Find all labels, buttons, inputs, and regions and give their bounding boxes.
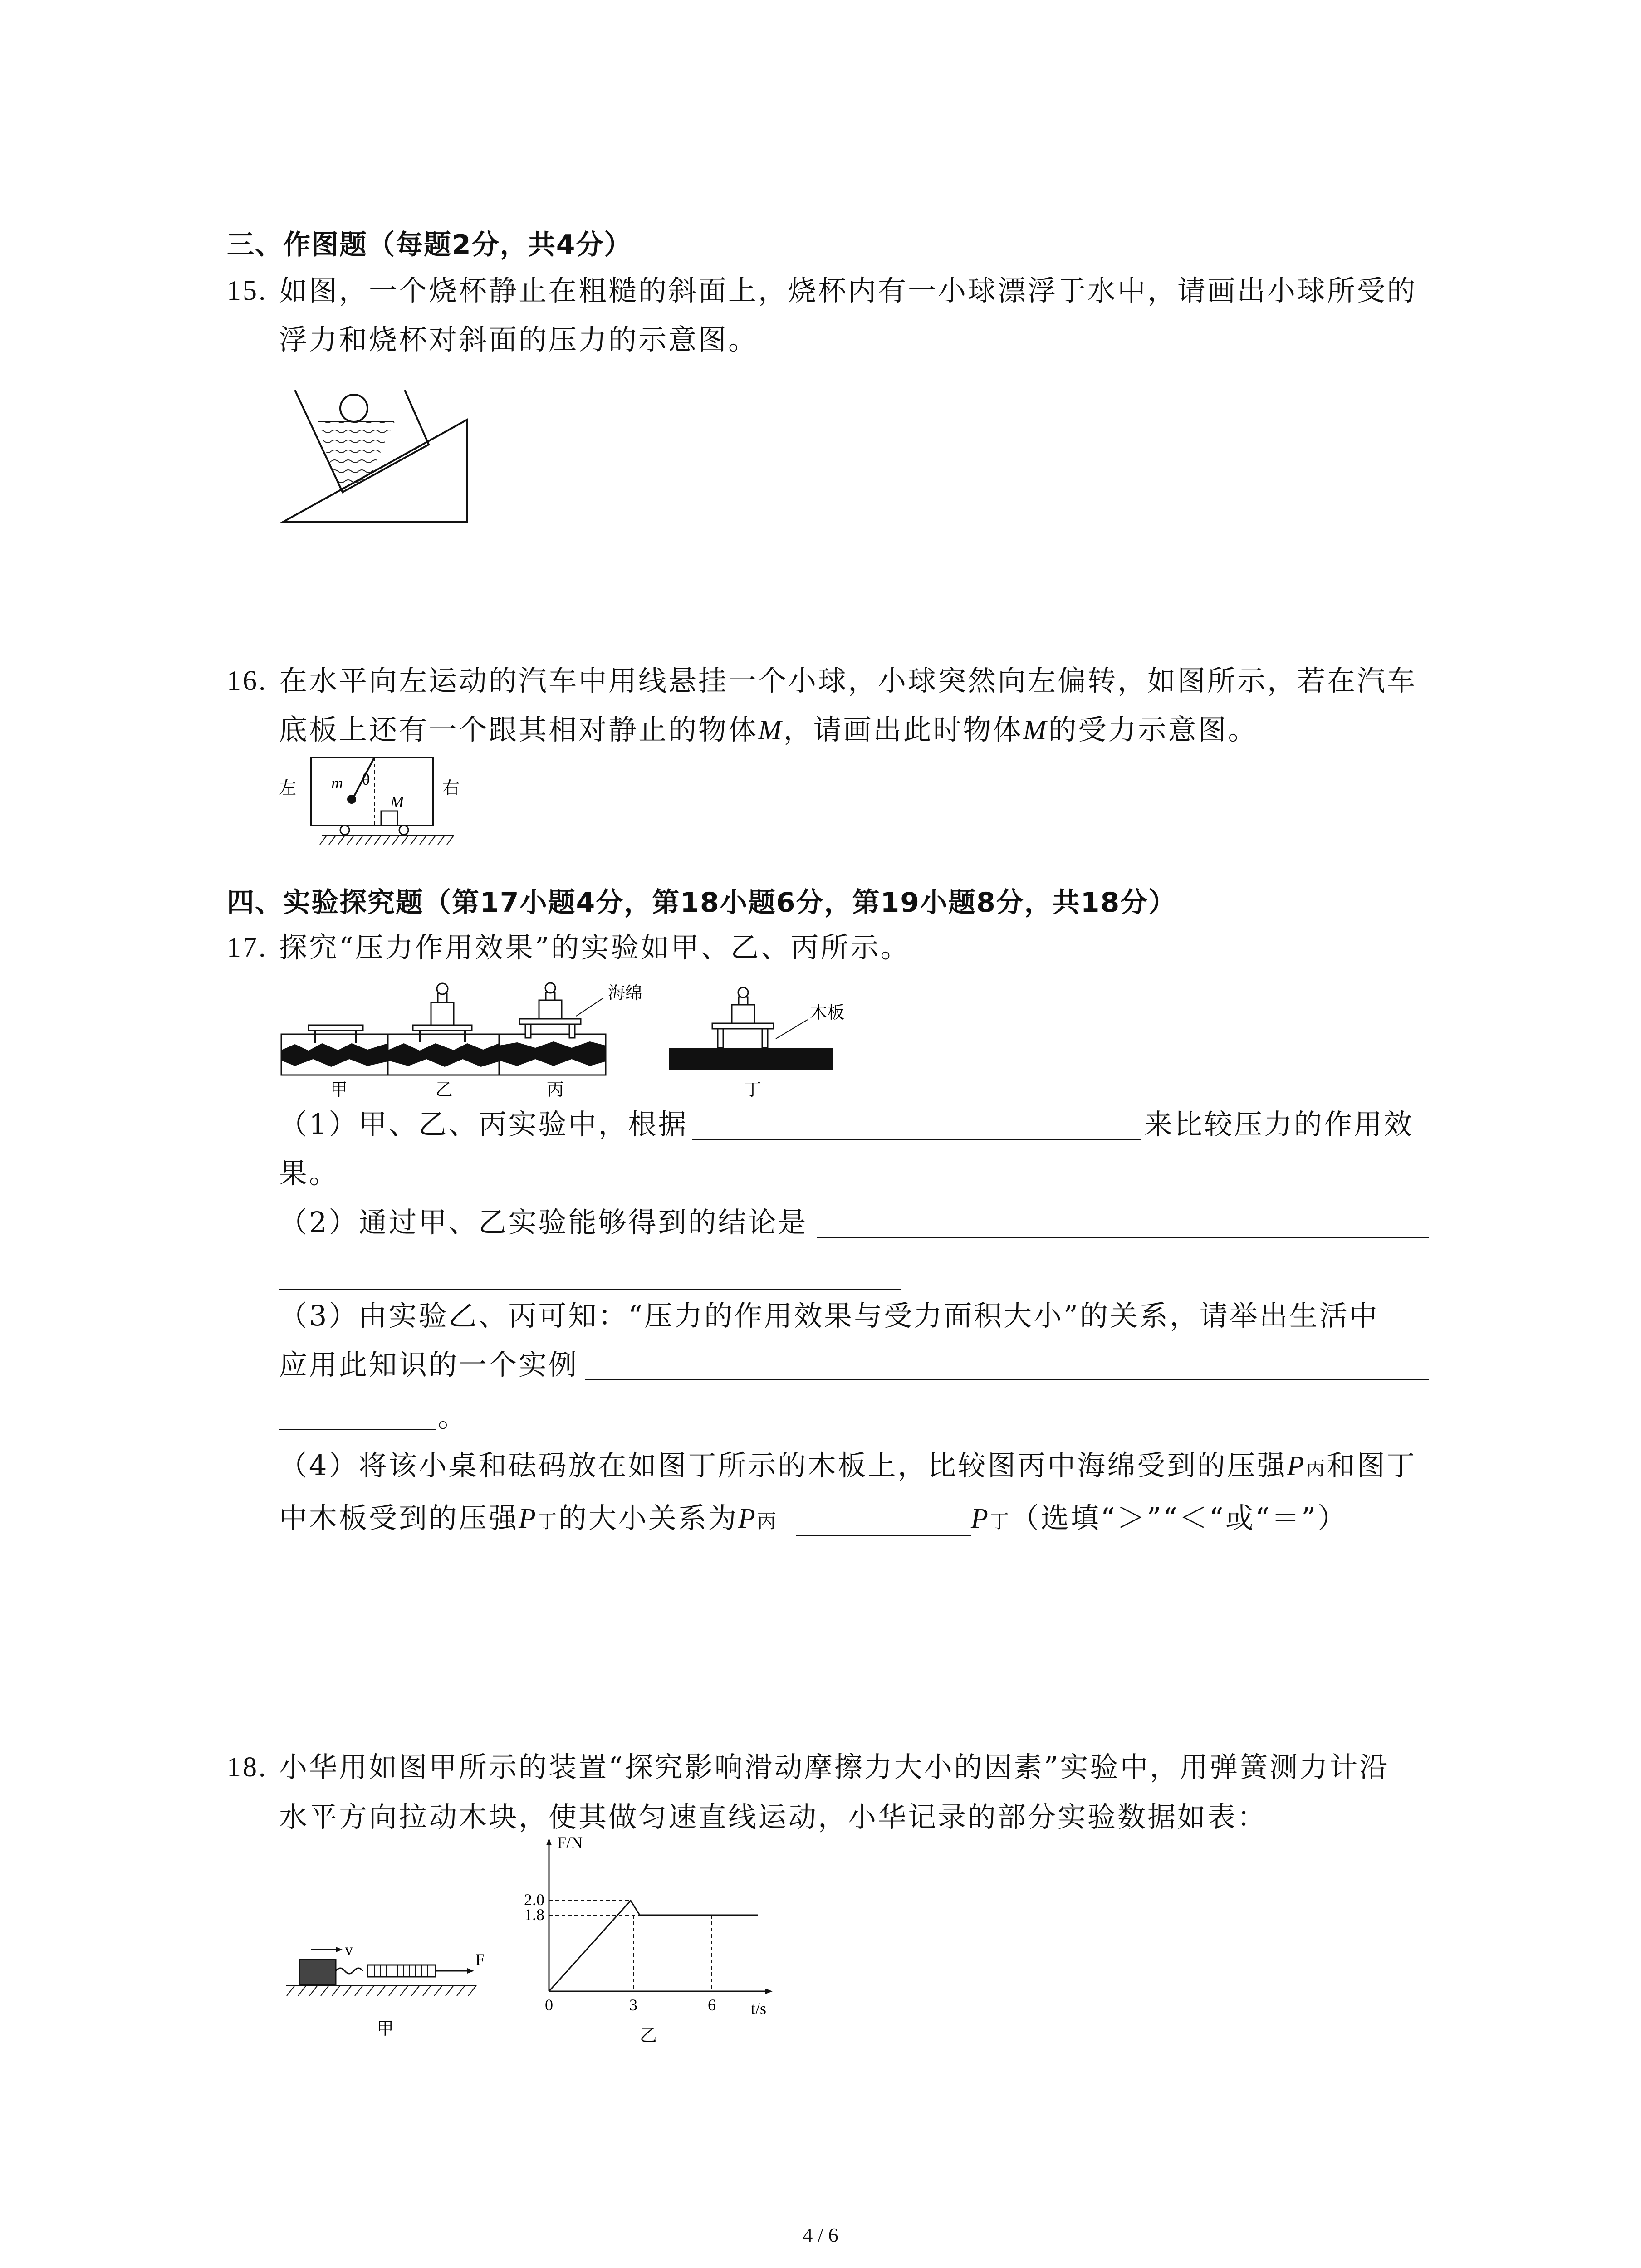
label-jia-18: 甲 <box>377 2019 394 2038</box>
q17-number: 17. <box>227 932 268 963</box>
floating-ball <box>340 395 367 422</box>
q17-part2-blank-1[interactable] <box>817 1237 1429 1238</box>
q15-beaker-incline-figure <box>277 376 485 526</box>
q17-part3-b: 应用此知识的一个实例 <box>279 1348 579 1381</box>
svg-text:F/N: F/N <box>557 1833 583 1852</box>
svg-text:1.8: 1.8 <box>524 1906 544 1924</box>
q15-line2: 浮力和烧杯对斜面的压力的示意图。 <box>279 323 759 356</box>
wood-block <box>299 1960 336 1984</box>
page-number: 4 / 6 <box>803 2224 838 2246</box>
fig-ding <box>669 987 833 1070</box>
q17-part3-blank-2[interactable] <box>279 1429 436 1430</box>
svg-text:t/s: t/s <box>751 1999 767 2018</box>
board-label: 木板 <box>810 1002 845 1022</box>
q18-number: 18. <box>227 1752 268 1783</box>
q17-part3-a: （3）由实验乙、丙可知：“压力的作用效果与受力面积大小”的关系，请举出生活中 <box>279 1299 1379 1332</box>
q17-part2-blank-2[interactable] <box>279 1289 901 1290</box>
q17-part4-line2-end: P丁（选填“＞”“＜“或“＝”） <box>971 1501 1348 1535</box>
q17-part4-blank[interactable] <box>796 1535 971 1536</box>
svg-text:θ: θ <box>362 770 370 788</box>
svg-text:6: 6 <box>708 1996 716 2014</box>
label-yi: 乙 <box>436 1080 453 1098</box>
q16-line1: 在水平向左运动的汽车中用线悬挂一个小球，小球突然向左偏转，如图所示，若在汽车 <box>279 664 1417 697</box>
q16-line2: 底板上还有一个跟其相对静止的物体M，请画出此时物体M的受力示意图。 <box>279 713 1258 746</box>
svg-text:3: 3 <box>629 1996 637 2014</box>
q15-number: 15. <box>227 275 268 306</box>
q17-part4-line1: （4）将该小桌和砝码放在如图丁所示的木板上，比较图丙中海绵受到的压强P丙和图丁 <box>279 1449 1417 1482</box>
q18-line1: 小华用如图甲所示的装置“探究影响滑动摩擦力大小的因素”实验中，用弹簧测力计沿 <box>279 1750 1390 1784</box>
svg-text:m: m <box>331 774 343 792</box>
svg-text:F: F <box>475 1950 485 1969</box>
q17-part3-blank-1[interactable] <box>585 1379 1429 1380</box>
svg-text:2.0: 2.0 <box>524 1891 544 1909</box>
q16-car-figure <box>272 748 476 853</box>
section-3-title: 三、作图题（每题2分，共4分） <box>227 229 632 261</box>
label-jia: 甲 <box>330 1080 348 1098</box>
label-bing: 丙 <box>547 1080 564 1098</box>
q17-part2: （2）通过甲、乙实验能够得到的结论是 <box>279 1206 808 1239</box>
svg-text:M: M <box>390 793 404 811</box>
q17-part1-a: （1）甲、乙、丙实验中，根据 <box>279 1108 688 1141</box>
q16-number: 16. <box>227 665 268 696</box>
sponge-label: 海绵 <box>608 983 643 1003</box>
label-ding: 丁 <box>744 1080 762 1098</box>
q17-part3-c: 。 <box>438 1400 468 1433</box>
water <box>318 422 395 492</box>
right-label: 右 <box>442 778 460 798</box>
fig-bing <box>499 983 606 1075</box>
label-yi-18: 乙 <box>640 2025 657 2045</box>
fig-yi <box>388 983 499 1075</box>
svg-text:v: v <box>345 1941 353 1959</box>
q17-part1-c: 果。 <box>279 1157 339 1190</box>
svg-text:0: 0 <box>545 1996 553 2014</box>
q18-fig-jia <box>277 1928 504 2064</box>
q18-line2: 水平方向拉动木块，使其做匀速直线运动，小华记录的部分实验数据如表： <box>279 1800 1268 1833</box>
q17-experiment-figure <box>277 971 848 1098</box>
q18-fig-yi-graph <box>504 1828 785 2055</box>
q17-part1-b: 来比较压力的作用效 <box>1144 1108 1414 1141</box>
block-M <box>381 811 397 826</box>
fig-jia <box>281 1025 388 1075</box>
section-4-title: 四、实验探究题（第17小题4分，第18小题6分，第19小题8分，共18分） <box>227 887 1177 919</box>
q15-line1: 如图，一个烧杯静止在粗糙的斜面上，烧杯内有一小球漂浮于水中，请画出小球所受的 <box>279 274 1417 307</box>
q17-part4-line2: 中木板受到的压强P丁的大小关系为P丙 <box>279 1501 778 1535</box>
spring-scale <box>367 1965 436 1977</box>
force-curve <box>549 1901 758 1991</box>
car-body <box>311 758 433 826</box>
small-ball <box>347 795 356 804</box>
left-label: 左 <box>279 778 297 798</box>
q17-part1-blank[interactable] <box>692 1139 1141 1140</box>
q17-stem: 探究“压力作用效果”的实验如甲、乙、丙所示。 <box>279 931 911 964</box>
